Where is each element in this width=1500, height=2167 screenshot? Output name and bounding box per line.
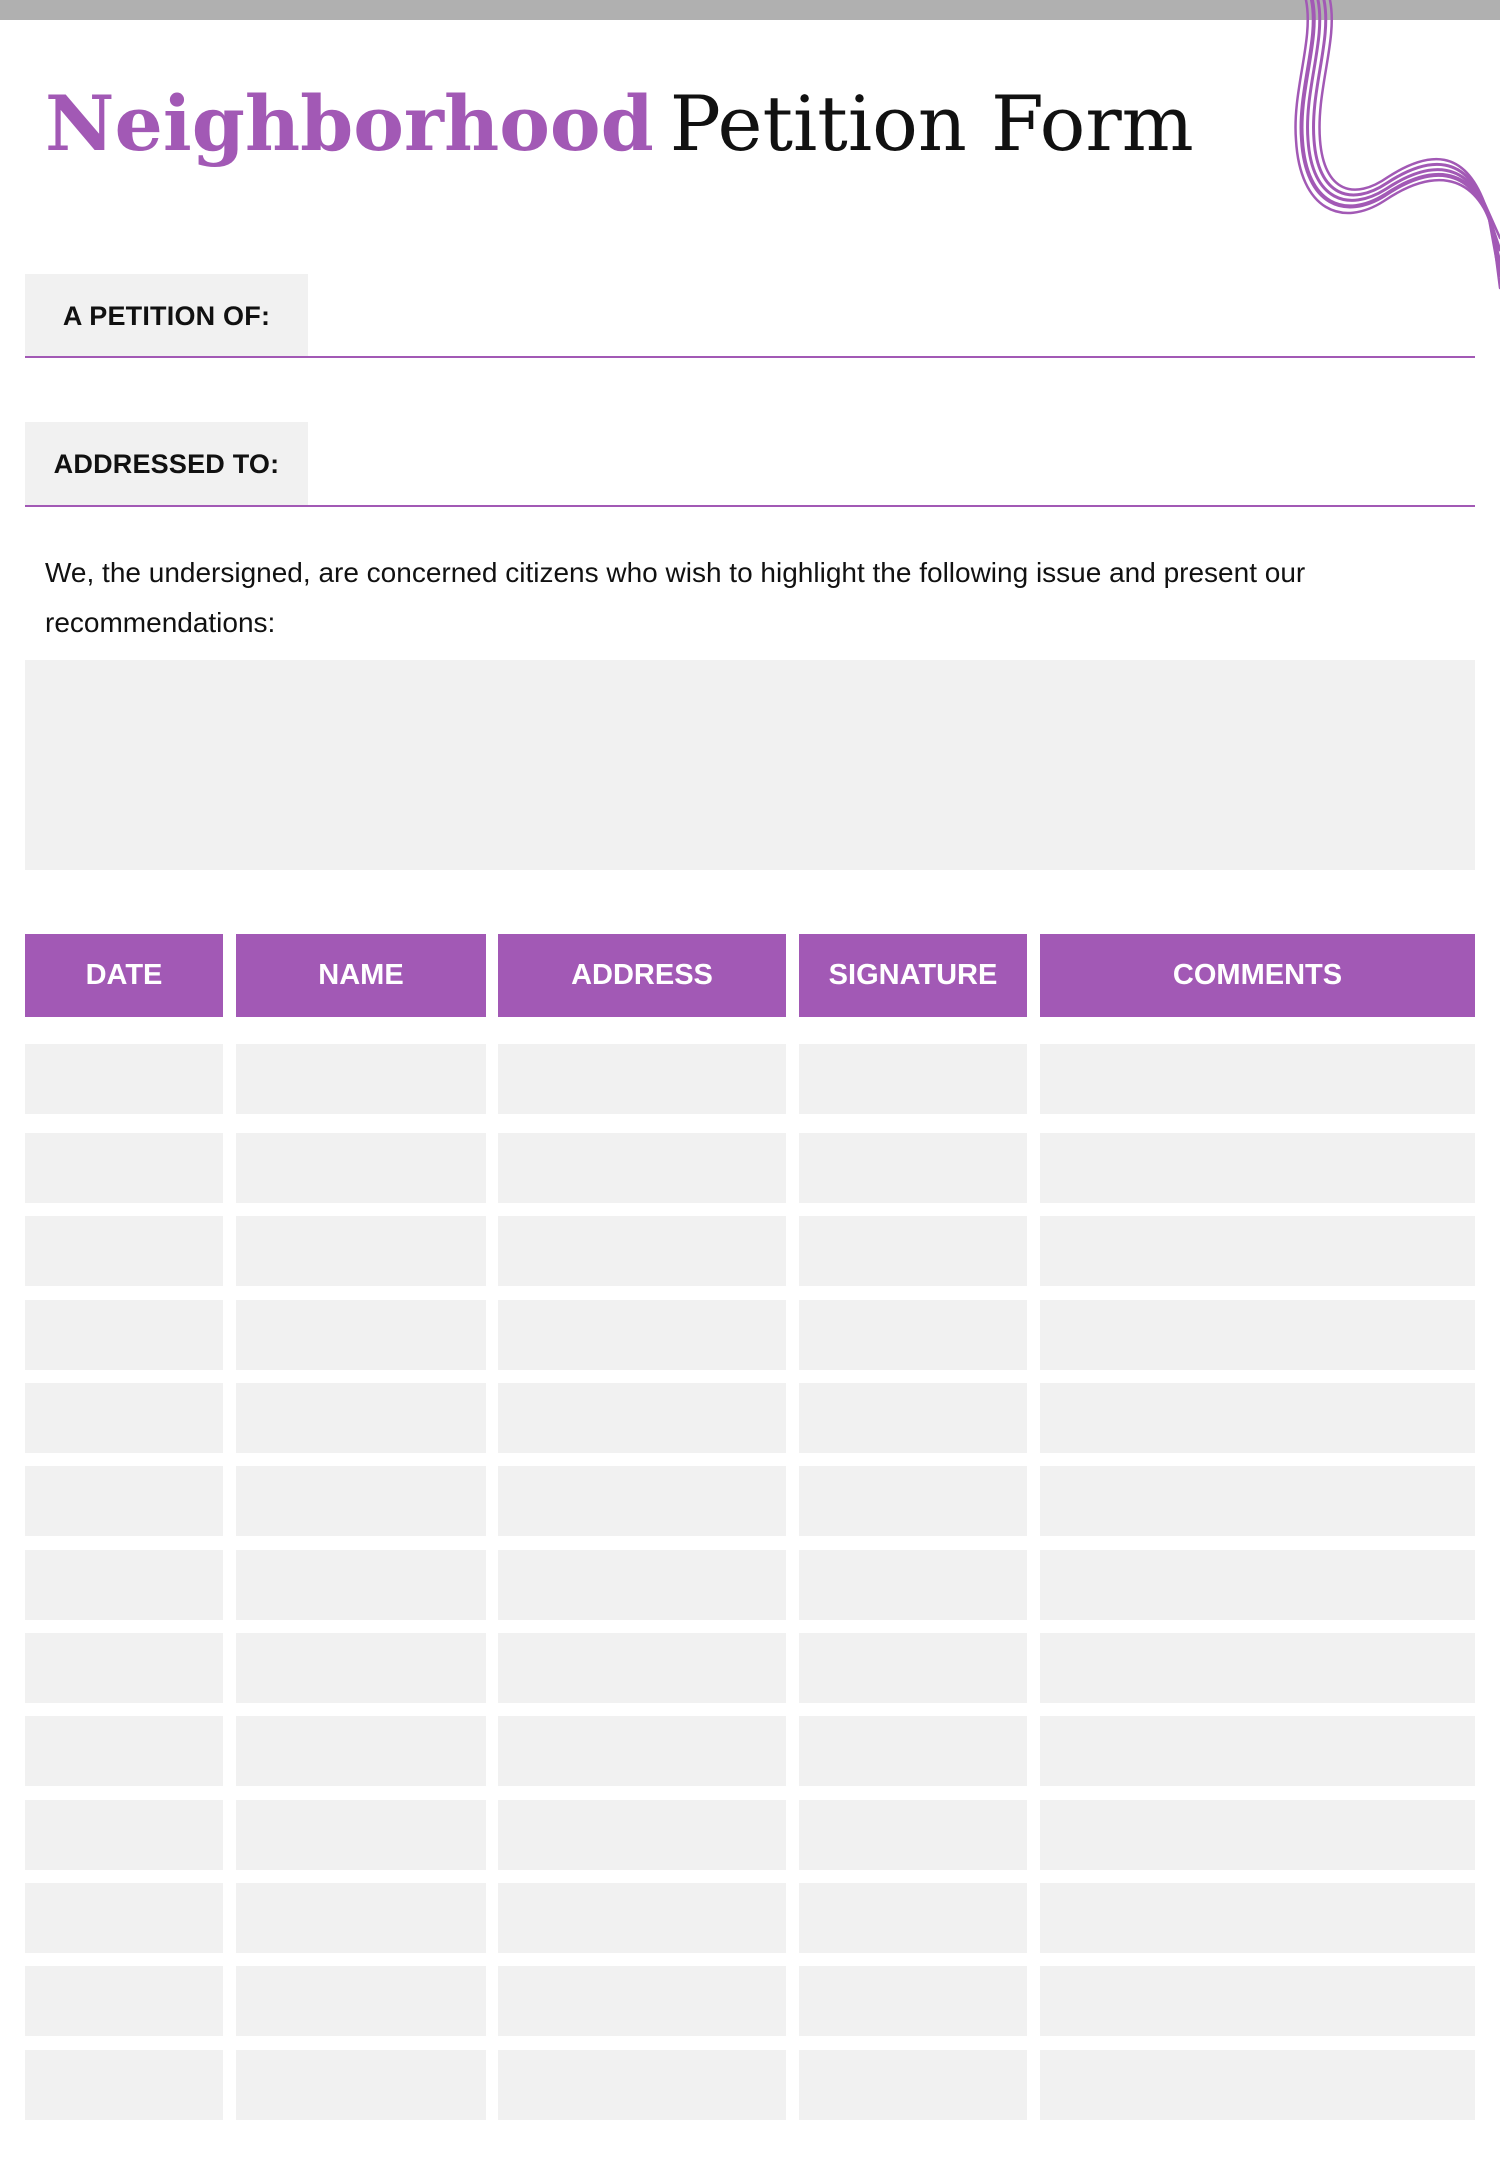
table-cell-signature[interactable] [799,1133,1027,1203]
issue-text-box[interactable] [25,660,1475,870]
table-cell-comments[interactable] [1040,1216,1475,1286]
table-cell-date[interactable] [25,1383,223,1453]
table-cell-name[interactable] [236,1044,486,1114]
table-cell-name[interactable] [236,1133,486,1203]
swirl-lines-icon [1290,0,1500,300]
table-cell-name[interactable] [236,1383,486,1453]
table-cell-comments[interactable] [1040,1044,1475,1114]
table-cell-signature[interactable] [799,1800,1027,1870]
table-cell-comments[interactable] [1040,1800,1475,1870]
petition-of-line[interactable] [25,356,1475,358]
table-cell-address[interactable] [498,1466,786,1536]
table-cell-date[interactable] [25,2050,223,2120]
table-cell-name[interactable] [236,1883,486,1953]
table-cell-signature[interactable] [799,1383,1027,1453]
table-cell-comments[interactable] [1040,1883,1475,1953]
table-cell-date[interactable] [25,1716,223,1786]
table-cell-address[interactable] [498,1716,786,1786]
table-cell-name[interactable] [236,1550,486,1620]
table-cell-comments[interactable] [1040,1466,1475,1536]
table-cell-date[interactable] [25,1633,223,1703]
table-cell-comments[interactable] [1040,1300,1475,1370]
table-cell-name[interactable] [236,1716,486,1786]
table-cell-signature[interactable] [799,1216,1027,1286]
title-rest: Petition Form [669,79,1194,168]
column-header-address: ADDRESS [498,934,786,1017]
table-cell-address[interactable] [498,1133,786,1203]
addressed-to-label: ADDRESSED TO: [25,422,308,506]
table-cell-signature[interactable] [799,1466,1027,1536]
table-cell-address[interactable] [498,1044,786,1114]
table-cell-name[interactable] [236,1966,486,2036]
table-cell-comments[interactable] [1040,1966,1475,2036]
table-cell-name[interactable] [236,2050,486,2120]
table-cell-date[interactable] [25,1466,223,1536]
table-cell-address[interactable] [498,1966,786,2036]
table-cell-date[interactable] [25,1216,223,1286]
table-cell-date[interactable] [25,1966,223,2036]
addressed-to-line[interactable] [25,505,1475,507]
table-cell-address[interactable] [498,1883,786,1953]
table-cell-name[interactable] [236,1216,486,1286]
table-cell-signature[interactable] [799,1966,1027,2036]
top-bar [0,0,1500,20]
table-cell-date[interactable] [25,1133,223,1203]
table-cell-name[interactable] [236,1633,486,1703]
table-cell-date[interactable] [25,1044,223,1114]
table-cell-date[interactable] [25,1800,223,1870]
table-cell-date[interactable] [25,1550,223,1620]
table-cell-name[interactable] [236,1800,486,1870]
column-header-signature: SIGNATURE [799,934,1027,1017]
table-cell-name[interactable] [236,1300,486,1370]
table-cell-signature[interactable] [799,1300,1027,1370]
petition-of-label: A PETITION OF: [25,274,308,358]
table-cell-signature[interactable] [799,1883,1027,1953]
table-cell-address[interactable] [498,1800,786,1870]
table-cell-address[interactable] [498,1383,786,1453]
page-title [45,74,1194,174]
table-cell-comments[interactable] [1040,1633,1475,1703]
title-accent: Neighborhood [45,79,654,168]
table-cell-date[interactable] [25,1883,223,1953]
table-cell-comments[interactable] [1040,1716,1475,1786]
table-cell-signature[interactable] [799,1716,1027,1786]
table-cell-date[interactable] [25,1300,223,1370]
table-cell-comments[interactable] [1040,1550,1475,1620]
intro-text: We, the undersigned, are concerned citizens who wish to highlight the following issue and present our recommendations: [45,557,1306,638]
table-cell-signature[interactable] [799,1044,1027,1114]
table-cell-signature[interactable] [799,1550,1027,1620]
table-cell-comments[interactable] [1040,2050,1475,2120]
table-cell-comments[interactable] [1040,1133,1475,1203]
column-header-name: NAME [236,934,486,1017]
table-cell-comments[interactable] [1040,1383,1475,1453]
table-cell-name[interactable] [236,1466,486,1536]
table-cell-address[interactable] [498,1216,786,1286]
table-cell-address[interactable] [498,2050,786,2120]
table-cell-signature[interactable] [799,1633,1027,1703]
column-header-comments: COMMENTS [1040,934,1475,1017]
table-cell-address[interactable] [498,1300,786,1370]
table-cell-address[interactable] [498,1550,786,1620]
column-header-date: DATE [25,934,223,1017]
table-cell-address[interactable] [498,1633,786,1703]
table-cell-signature[interactable] [799,2050,1027,2120]
